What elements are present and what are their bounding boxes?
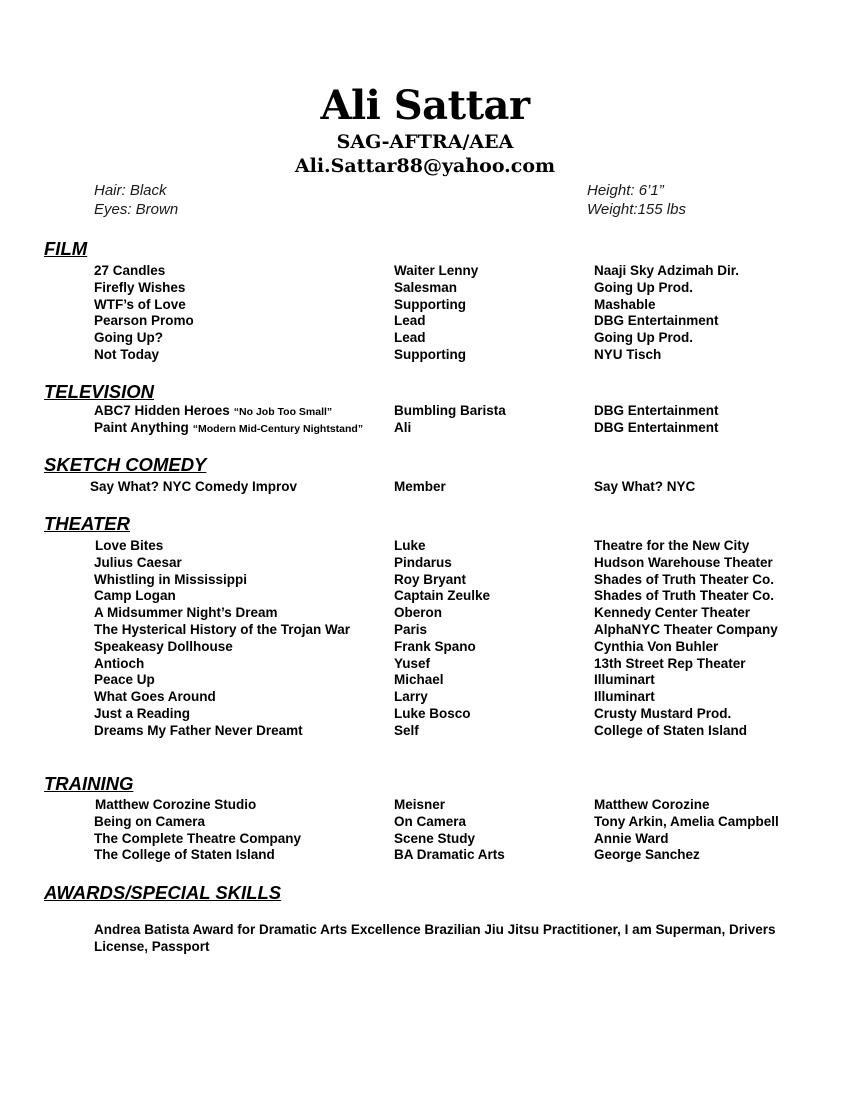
- episode-name: “No Job Too Small”: [233, 406, 333, 418]
- credit-company: Naaji Sky Adzimah Dir.: [594, 263, 740, 278]
- credit-role: Salesman: [394, 279, 458, 295]
- credit-role: Pindarus: [394, 554, 452, 570]
- credit-row: [0, 706, 850, 723]
- resume-header: [0, 84, 850, 178]
- credit-row: [0, 723, 850, 740]
- section-title-film: FILM: [44, 238, 88, 259]
- episode-name: “Modern Mid-Century Nightstand”: [192, 422, 364, 435]
- actor-name: Ali Sattar: [320, 82, 530, 129]
- section-title-television: TELEVISION: [44, 381, 154, 402]
- credit-company: 13th Street Rep Theater: [594, 655, 746, 671]
- film-credits: [0, 263, 850, 364]
- credit-company: Shades of Truth Theater Co.: [594, 588, 775, 604]
- credit-row: [0, 347, 850, 364]
- credit-title: A Midsummer Night’s Dream: [94, 605, 278, 621]
- credit-row: [0, 479, 850, 496]
- credit-title: Antioch: [94, 655, 145, 671]
- credit-row: [0, 313, 850, 330]
- credit-title: 27 Candles: [94, 263, 166, 278]
- training-row: [0, 814, 850, 831]
- section-title-awards: AWARDS/SPECIAL SKILLS: [44, 882, 282, 903]
- credit-row: [0, 622, 850, 639]
- credit-company: Illuminart: [594, 689, 655, 705]
- credit-role: Frank Spano: [394, 638, 476, 654]
- credit-title: What Goes Around: [94, 689, 216, 705]
- credit-company: Kennedy Center Theater: [594, 605, 751, 621]
- training-row: [0, 831, 850, 848]
- height: Height: 6’1”: [587, 182, 664, 199]
- training-course: On Camera: [394, 813, 467, 829]
- credit-title: Just a Reading: [94, 705, 191, 721]
- training-school: The Complete Theatre Company: [94, 830, 302, 846]
- training-course: Meisner: [394, 797, 446, 812]
- training-teacher: George Sanchez: [594, 847, 700, 863]
- training-school: Being on Camera: [94, 813, 206, 829]
- credit-company: College of Staten Island: [594, 722, 748, 738]
- credit-role: Roy Bryant: [394, 571, 467, 587]
- credit-role: Paris: [394, 621, 428, 637]
- show-name: Paint Anything: [94, 419, 189, 435]
- credit-role: Larry: [394, 689, 428, 705]
- training-course: Scene Study: [394, 830, 476, 846]
- credit-role: Self: [394, 722, 419, 738]
- credit-row: [0, 263, 850, 280]
- credit-role: Supporting: [394, 346, 466, 362]
- credit-row: [0, 403, 850, 420]
- credit-row: [0, 572, 850, 589]
- credit-company: Cynthia Von Buhler: [594, 638, 719, 654]
- credit-role: Supporting: [394, 296, 466, 312]
- credit-title: Firefly Wishes: [94, 279, 186, 295]
- email-address: Ali.Sattar88@yahoo.com: [294, 155, 556, 177]
- credit-role: Bumbling Barista: [394, 403, 506, 418]
- credit-company: Shades of Truth Theater Co.: [594, 571, 775, 587]
- credit-company: NYU Tisch: [594, 346, 662, 362]
- training-list: [0, 797, 850, 864]
- credit-row: [0, 297, 850, 314]
- credit-role: Oberon: [394, 605, 443, 621]
- training-row: [0, 797, 850, 814]
- credit-company: Crusty Mustard Prod.: [594, 705, 732, 721]
- sketch-comedy-credits: [0, 479, 850, 496]
- training-row: [0, 847, 850, 864]
- credit-title: Whistling in Mississippi: [94, 571, 248, 587]
- credit-role: Luke Bosco: [394, 705, 471, 721]
- union-affiliation: SAG-AFTRA/AEA: [336, 131, 514, 153]
- section-title-training: TRAINING: [44, 773, 134, 794]
- credit-row: [0, 555, 850, 572]
- credit-row: [0, 639, 850, 656]
- credit-row: [0, 672, 850, 689]
- show-name: ABC7 Hidden Heroes: [94, 403, 230, 418]
- credit-title: Camp Logan: [94, 588, 176, 604]
- section-title-sketch-comedy: SKETCH COMEDY: [44, 454, 207, 475]
- awards-text: Andrea Batista Award for Dramatic Arts Excellence Brazilian Jiu Jitsu Practitioner, I am Superman, Drivers License, Passport: [94, 922, 776, 954]
- credit-row: [0, 330, 850, 347]
- credit-company: Going Up Prod.: [594, 330, 693, 346]
- credit-title: [94, 420, 363, 438]
- credit-title: Speakeasy Dollhouse: [94, 638, 233, 654]
- credit-row: [0, 538, 850, 555]
- physical-stats-right: [587, 181, 686, 219]
- credit-company: Say What? NYC: [594, 479, 696, 494]
- credit-company: Mashable: [594, 296, 656, 312]
- training-school: The College of Staten Island: [94, 847, 275, 863]
- credit-company: Theatre for the New City: [594, 538, 750, 553]
- credit-title: Dreams My Father Never Dreamt: [94, 722, 303, 738]
- training-course: BA Dramatic Arts: [394, 847, 505, 863]
- credit-title: Julius Caesar: [94, 554, 182, 570]
- credit-title: Not Today: [94, 346, 159, 362]
- training-school: Matthew Corozine Studio: [95, 797, 257, 812]
- credit-title: The Hysterical History of the Trojan War: [94, 621, 351, 637]
- credit-role: Yusef: [394, 655, 431, 671]
- credit-company: DBG Entertainment: [594, 403, 719, 418]
- credit-company: DBG Entertainment: [594, 419, 719, 435]
- training-teacher: Tony Arkin, Amelia Campbell: [594, 813, 779, 829]
- credit-title: WTF’s of Love: [94, 296, 186, 312]
- credit-title: Pearson Promo: [94, 313, 194, 329]
- credit-role: Waiter Lenny: [394, 263, 479, 278]
- credit-title: Going Up?: [94, 330, 163, 346]
- credit-role: Lead: [394, 313, 426, 329]
- credit-title: [94, 403, 332, 421]
- eye-color: Eyes: Brown: [94, 201, 179, 218]
- credit-company: DBG Entertainment: [594, 313, 719, 329]
- hair-color: Hair: Black: [94, 182, 167, 199]
- training-teacher: Annie Ward: [594, 830, 669, 846]
- credit-role: Lead: [394, 330, 426, 346]
- credit-row: [0, 280, 850, 297]
- weight: Weight:155 lbs: [587, 201, 686, 218]
- credit-row: [0, 588, 850, 605]
- credit-title: Say What? NYC Comedy Improv: [90, 479, 298, 494]
- credit-role: Michael: [394, 672, 444, 688]
- section-title-theater: THEATER: [44, 513, 130, 534]
- credit-company: Hudson Warehouse Theater: [594, 554, 773, 570]
- credit-row: [0, 420, 850, 437]
- training-teacher: Matthew Corozine: [594, 797, 710, 812]
- theater-credits: [0, 538, 850, 740]
- television-credits: [0, 403, 850, 437]
- credit-title: Peace Up: [94, 672, 155, 688]
- credit-company: AlphaNYC Theater Company: [594, 621, 778, 637]
- credit-role: Luke: [394, 538, 426, 553]
- credit-company: Illuminart: [594, 672, 655, 688]
- credit-role: Member: [394, 479, 446, 494]
- credit-role: Ali: [394, 419, 412, 435]
- physical-stats-left: [94, 181, 178, 219]
- credit-row: [0, 656, 850, 673]
- credit-title: Love Bites: [95, 538, 164, 553]
- credit-row: [0, 689, 850, 706]
- credit-company: Going Up Prod.: [594, 279, 693, 295]
- credit-role: Captain Zeulke: [394, 588, 491, 604]
- credit-row: [0, 605, 850, 622]
